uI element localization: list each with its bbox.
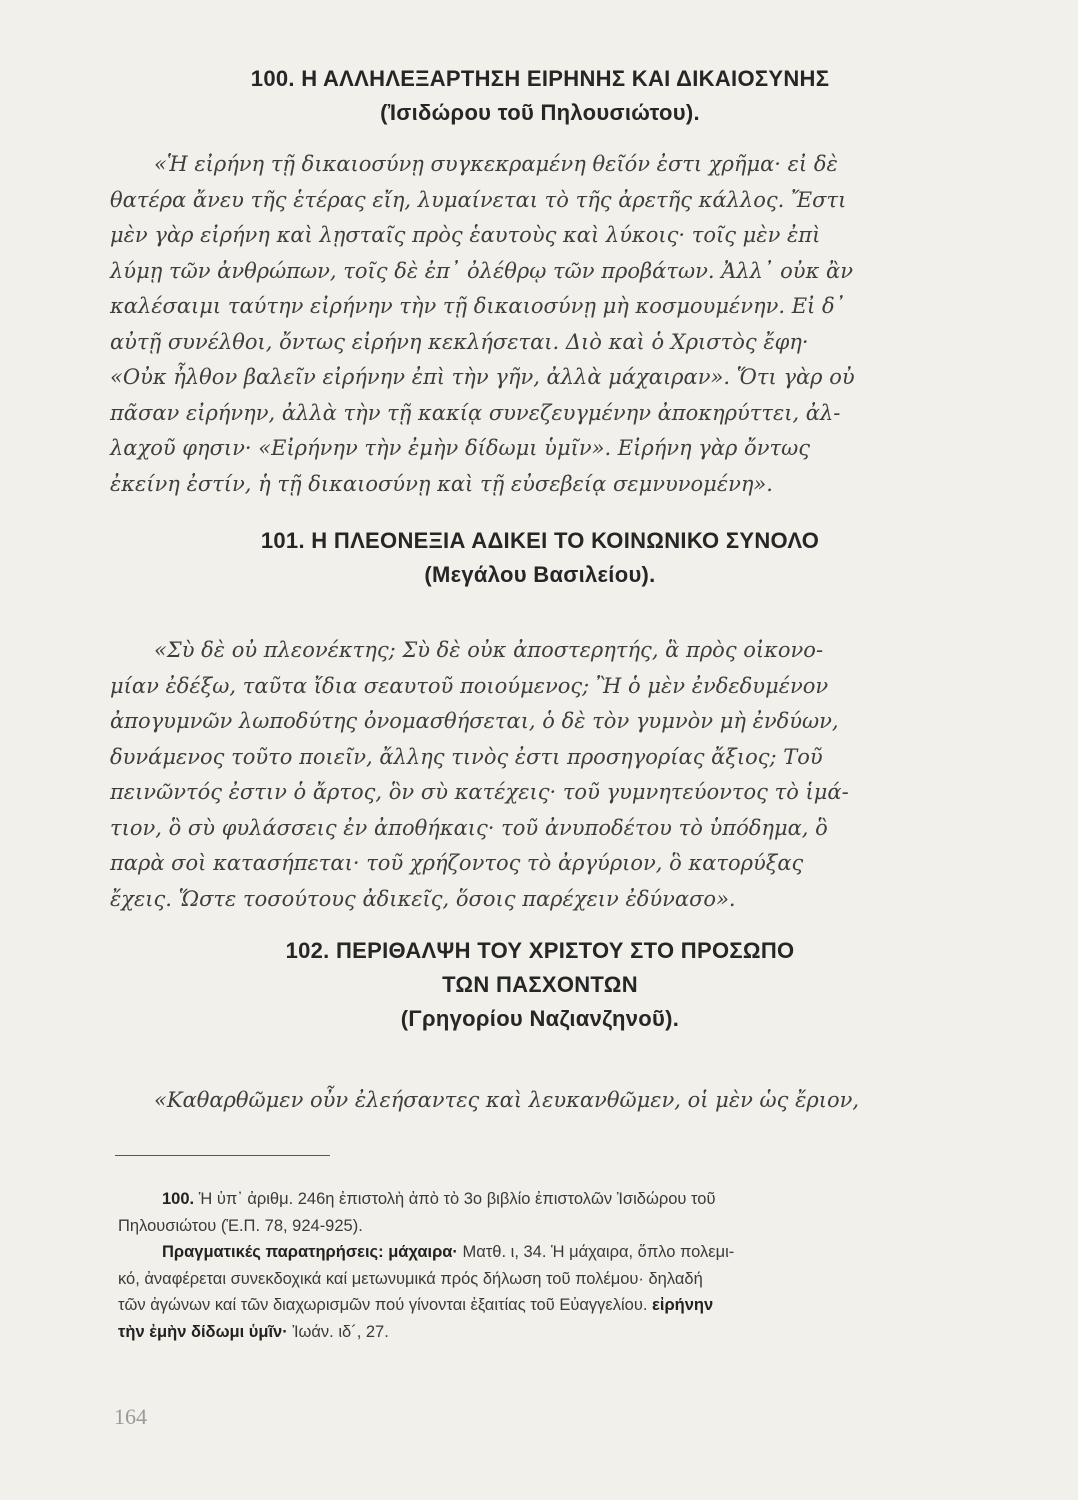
footnote-reference: Ἰωάν. ιδ´, 27. xyxy=(287,1322,389,1341)
text-line: ἔχεις. Ὥστε τοσούτους ἀδικεῖς, ὅσοις παρέχειν ἐδύνασο». xyxy=(110,886,736,911)
footnote-bold-quote-a: εἰρήνην xyxy=(652,1296,714,1314)
section-101-title: 101. Η ΠΛΕΟΝΕΞΙΑ ΑΔΙΚΕΙ ΤΟ ΚΟΙΝΩΝΙΚΟ ΣΥΝΟΛΟ xyxy=(260,528,820,553)
section-100-heading xyxy=(100,62,980,130)
text-line: αὐτῇ συνέλθοι, ὄντως εἰρήνη κεκλήσεται. Διὸ καὶ ὁ Χριστὸς ἔφη· xyxy=(110,329,809,354)
text-line: παρὰ σοὶ κατασήπεται· τοῦ χρήζοντος τὸ ἀργύριον, ὃ κατορύξας xyxy=(110,851,804,875)
text-line: «Ἡ εἰρήνη τῇ δικαιοσύνῃ συγκεκραμένη θεῖόν ἐστι χρῆμα· εἰ δὲ xyxy=(154,152,838,176)
section-100-title: 100. Η ΑΛΛΗΛΕΞΑΡΤΗΣΗ ΕΙΡΗΝΗΣ ΚΑΙ ΔΙΚΑΙΟΣΥΝΗΣ xyxy=(250,66,830,91)
page-number: 164 xyxy=(114,1404,147,1429)
section-100-text xyxy=(110,147,980,502)
text-line: λύμῃ τῶν ἀνθρώπων, τοῖς δὲ ἐπ᾽ ὀλέθρῳ τῶν προβάτων. Ἀλλ᾽ οὐκ ἂν xyxy=(110,258,853,283)
footnote-number: 100. xyxy=(162,1190,195,1208)
section-101-source: (Μεγάλου Βασιλείου). xyxy=(424,562,656,587)
footnote-bold-quote-b: τὴν ἐμὴν δίδωμι ὑμῖν· xyxy=(118,1322,288,1341)
section-102-source: (Γρηγορίου Ναζιανζηνοῦ). xyxy=(400,1006,680,1031)
footnote-line6 xyxy=(118,1319,980,1346)
text-line: ἐκείνη ἐστίν, ἡ τῇ δικαιοσύνῃ καὶ τῇ εὐσεβείᾳ σεμνυνομένη». xyxy=(110,471,773,496)
text-line: μὲν γὰρ εἰρήνη καὶ λῃσταῖς πρὸς ἑαυτοὺς καὶ λύκοις· τοῖς μὲν ἐπὶ xyxy=(110,223,821,247)
text-line: θατέρα ἄνευ τῆς ἑτέρας εἴη, λυμαίνεται τὸ τῆς ἀρετῆς κάλλος. Ἔστι xyxy=(110,187,847,212)
text-line: τιον, ὃ σὺ φυλάσσεις ἐν ἀποθήκαις· τοῦ ἀνυποδέτου τὸ ὑπόδημα, ὃ xyxy=(110,815,828,840)
section-100-source: (Ἰσιδώρου τοῦ Πηλουσιώτου). xyxy=(380,100,700,125)
footnotes xyxy=(118,1186,980,1345)
section-102-title-line2: ΤΩΝ ΠΑΣΧΟΝΤΩΝ xyxy=(442,972,638,997)
text-line: «Καθαρθῶμεν οὖν ἐλεήσαντες καὶ λευκανθῶμεν, οἱ μὲν ὡς ἔριον, xyxy=(154,1088,860,1112)
footnote-remarks-line xyxy=(118,1239,980,1266)
footnote-100-line2: Πηλουσιώτου (Ἑ.Π. 78, 924-925). xyxy=(118,1216,363,1235)
text-line: «Σὺ δὲ οὐ πλεονέκτης; Σὺ δὲ οὐκ ἀποστερητής, ἃ πρὸς οἰκονο- xyxy=(154,638,824,662)
remarks-label: Πραγματικές παρατηρήσεις: μάχαιρα· xyxy=(162,1243,458,1261)
footnote-rule xyxy=(115,1155,330,1156)
footnote-line5-text: τῶν ἀγώνων καί τῶν διαχωρισμῶν πού γίνονται ἐξαιτίας τοῦ Εὐαγγελίου. xyxy=(118,1296,653,1314)
footnote-line4: κό, ἀναφέρεται συνεκδοχικά καί μετωνυμικά πρός δήλωση τοῦ πολέμου· δηλαδή xyxy=(118,1269,703,1288)
section-102-title: 102. ΠΕΡΙΘΑΛΨΗ ΤΟΥ ΧΡΙΣΤΟΥ ΣΤΟ ΠΡΟΣΩΠΟ xyxy=(285,938,795,963)
remarks-text: Ματθ. ι, 34. Ἡ μάχαιρα, ὅπλο πολεμι- xyxy=(457,1243,735,1261)
text-line: ἀπογυμνῶν λωποδύτης ὀνομασθήσεται, ὁ δὲ τὸν γυμνὸν μὴ ἐνδύων, xyxy=(110,709,839,733)
section-101-heading xyxy=(100,524,980,592)
text-line: πεινῶντός ἐστιν ὁ ἄρτος, ὃν σὺ κατέχεις· τοῦ γυμνητεύοντος τὸ ἱμά- xyxy=(110,780,849,804)
text-line: «Οὐκ ἦλθον βαλεῖν εἰρήνην ἐπὶ τὴν γῆν, ἀλλὰ μάχαιραν». Ὅτι γὰρ οὐ xyxy=(110,365,855,389)
section-102-heading xyxy=(100,934,980,1036)
section-102-text xyxy=(110,1083,980,1119)
text-line: μίαν ἐδέξω, ταῦτα ἴδια σεαυτοῦ ποιούμενος; Ἢ ὁ μὲν ἐνδεδυμένον xyxy=(110,673,829,698)
footnote-line5 xyxy=(118,1292,980,1319)
text-line: καλέσαιμι ταύτην εἰρήνην τὴν τῇ δικαιοσύνῃ μὴ κοσμουμένην. Εἰ δ᾽ xyxy=(110,294,846,318)
text-line: λαχοῦ φησιν· «Εἰρήνην τὴν ἐμὴν δίδωμι ὑμῖν». Εἰρήνη γὰρ ὄντως xyxy=(110,436,810,460)
footnote-100-line1 xyxy=(118,1186,980,1213)
text-line: πᾶσαν εἰρήνην, ἀλλὰ τὴν τῇ κακίᾳ συνεζευγμένην ἀποκηρύττει, ἀλ- xyxy=(110,400,841,425)
text-line: δυνάμενος τοῦτο ποιεῖν, ἄλλης τινὸς ἐστι προσηγορίας ἄξιος; Τοῦ xyxy=(110,744,823,769)
section-101-text xyxy=(110,633,980,917)
footnote-text: Ἡ ὑπ᾽ ἀριθμ. 246η ἐπιστολὴ ἀπὸ τὸ 3ο βιβλίο ἐπιστολῶν Ἰσιδώρου τοῦ xyxy=(198,1190,716,1208)
